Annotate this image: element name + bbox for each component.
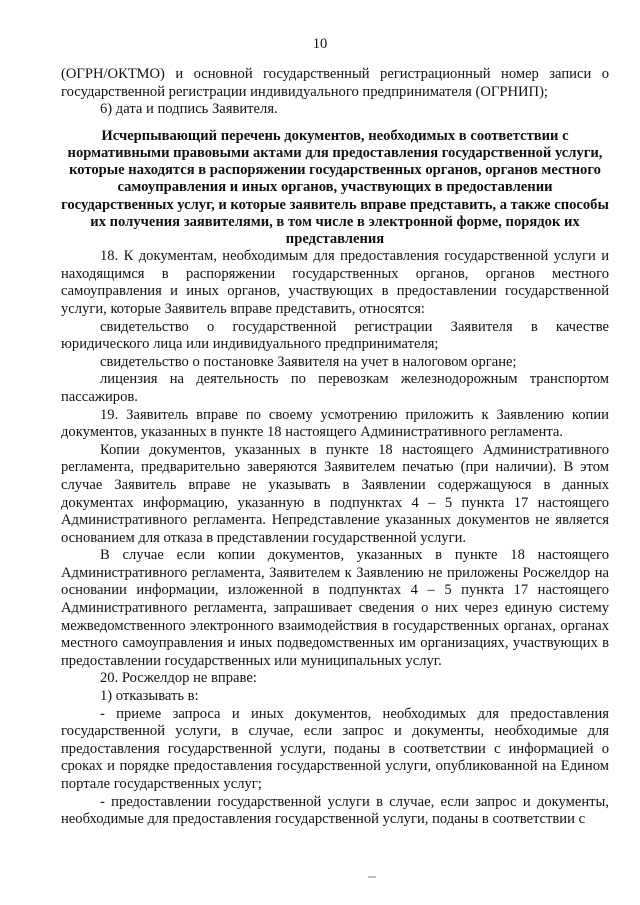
paragraph-18: 18. К документам, необходимым для предоставления государственной услуги и находящимся в распоряжении государственных органов, органов местного самоуправления и иных органов, участвующих в предоставлении государственной услуги, которые Заявитель вправе представить, относятся: [61,248,609,317]
document-body [61,66,609,829]
page-number: 10 [312,36,328,52]
paragraph-19-copies: Копии документов, указанных в пункте 18 настоящего Административного регламента, предварительно заверяются Заявителем печатью (при наличии). В этом случае Заявитель вправе не указывать в Заявлении содержащуюся в данных документах информацию, указанную в подпунктах 4 – 5 пункта 17 настоящего Административного регламента. Непредставление указанных документов не является основанием для отказа в представлении государственной услуги. [61,441,609,546]
paragraph-ogrn-continuation: (ОГРН/ОКТМО) и основной государственный регистрационный номер записи о государственной регистрации индивидуального предпринимателя (ОГРНИП); [61,66,609,100]
scan-artifact [368,876,376,878]
paragraph-18-registration-certificate: свидетельство о государственной регистрации Заявителя в качестве юридического лица или индивидуального предпринимателя; [61,318,609,353]
section-heading: Исчерпывающий перечень документов, необходимых в соответствии с нормативными правовыми актами для предоставления государственной услуги, которые находятся в распоряжении государственных органов, органов местного самоуправления и иных органов, участвующих в предоставлении государственных услуг, и которые заявитель вправе представить, а также способы их получения заявителями, в том числе в электронной форме, порядок их представления [61,127,609,247]
paragraph-20-item-1-reception: - приеме запроса и иных документов, необходимых для предоставления государственной услуги, в случае, если запрос и документы, необходимые для предоставления государственной услуги, поданы в соответствии с информацией о сроках и порядке предоставления государственной услуги, опубликованной на Едином портале государственных услуг; [61,705,609,793]
list-item-6: 6) дата и подпись Заявителя. [100,101,278,118]
paragraph-19: 19. Заявитель вправе по своему усмотрению приложить к Заявлению копии документов, указанных в пункте 18 настоящего Административного регламента. [61,406,609,441]
paragraph-20-item-1: 1) отказывать в: [100,688,199,705]
paragraph-19-interagency-request: В случае если копии документов, указанных в пункте 18 настоящего Административного регламента, Заявителем к Заявлению не приложены Росжелдор на основании информации, изложенной в подпунктах 4 – 5 пункта 17 настоящего Административного регламента, запрашивает сведения о них через единую систему межведомственного электронного взаимодействия в государственных органах, органах местного самоуправления и иных подведомственных им организациях, участвующих в предоставлении государственных или муниципальных услуг. [61,547,609,669]
paragraph-18-license: лицензия на деятельность по перевозкам железнодорожным транспортом пассажиров. [61,371,609,405]
paragraph-18-tax-certificate: свидетельство о постановке Заявителя на учет в налоговом органе; [100,353,517,370]
paragraph-20-item-1-provision: - предоставлении государственной услуги в случае, если запрос и документы, необходимые для предоставления государственной услуги, поданы в соответствии с [61,793,609,828]
paragraph-20: 20. Росжелдор не вправе: [100,670,257,687]
